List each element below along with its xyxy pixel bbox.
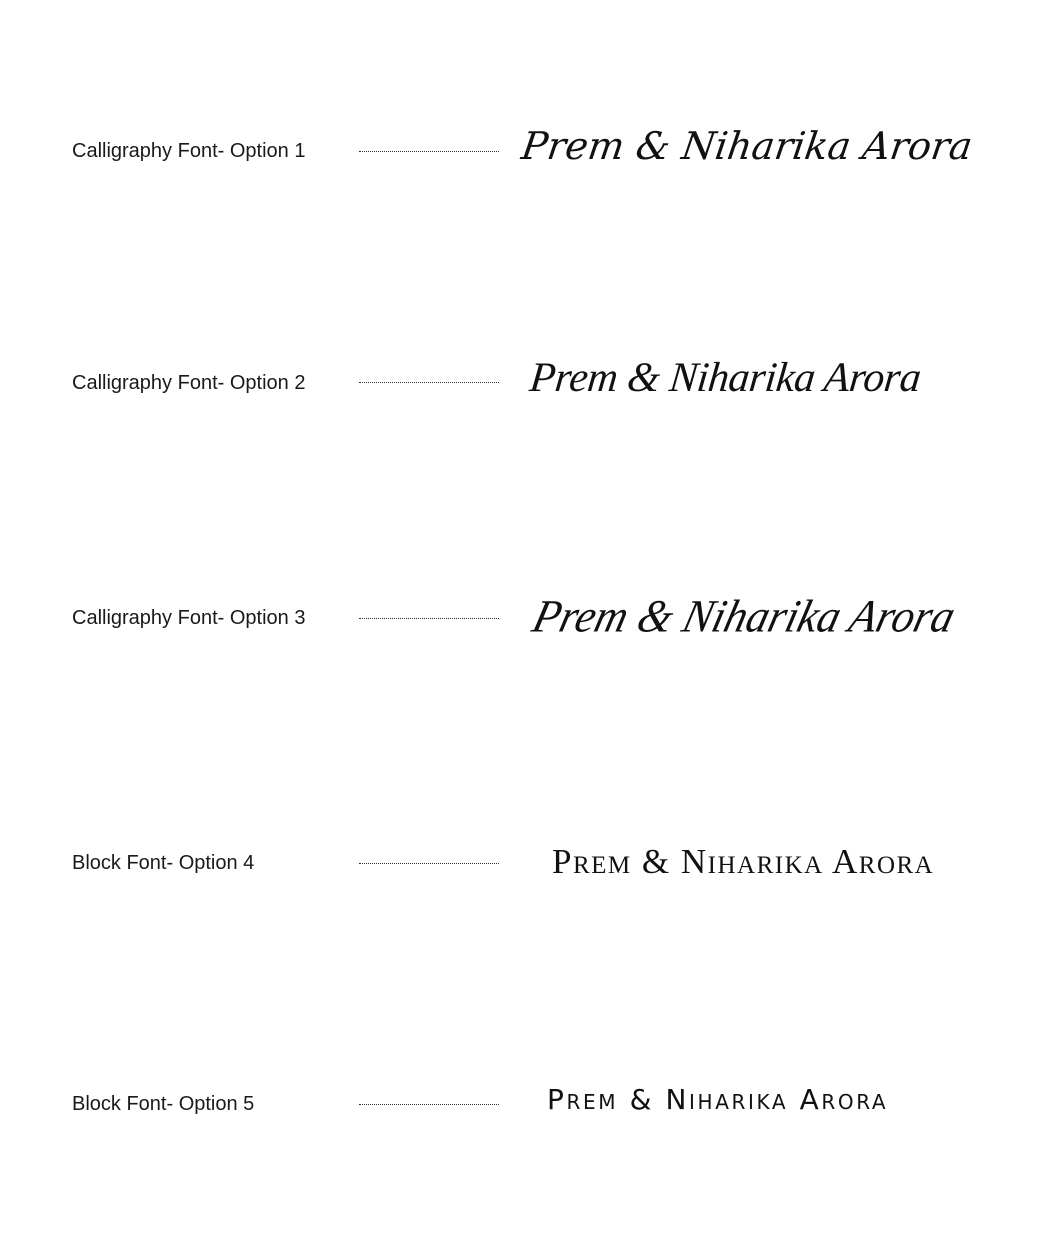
name-sample: Prem & Niharika Arora (527, 355, 923, 401)
font-option-2 (0, 342, 1060, 422)
dotted-leader (359, 618, 499, 619)
name-sample: Prem & Niharika Arora (547, 1083, 889, 1116)
font-option-3 (0, 577, 1060, 657)
font-option-5 (0, 1063, 1060, 1143)
option-label: Calligraphy Font- Option 3 (72, 607, 306, 629)
font-option-1 (0, 110, 1060, 190)
dotted-leader (359, 151, 499, 152)
name-sample: Prem & Niharika Arora (518, 124, 976, 168)
option-label: Block Font- Option 4 (72, 852, 255, 874)
dotted-leader (359, 382, 499, 383)
name-sample: Prem & Niharika Arora (527, 590, 961, 643)
dotted-leader (359, 1104, 499, 1105)
name-sample: Prem & Niharika Arora (552, 842, 935, 881)
option-label: Calligraphy Font- Option 1 (72, 140, 306, 162)
option-label: Block Font- Option 5 (72, 1093, 255, 1115)
font-option-4 (0, 822, 1060, 902)
option-label: Calligraphy Font- Option 2 (72, 372, 306, 394)
dotted-leader (359, 863, 499, 864)
